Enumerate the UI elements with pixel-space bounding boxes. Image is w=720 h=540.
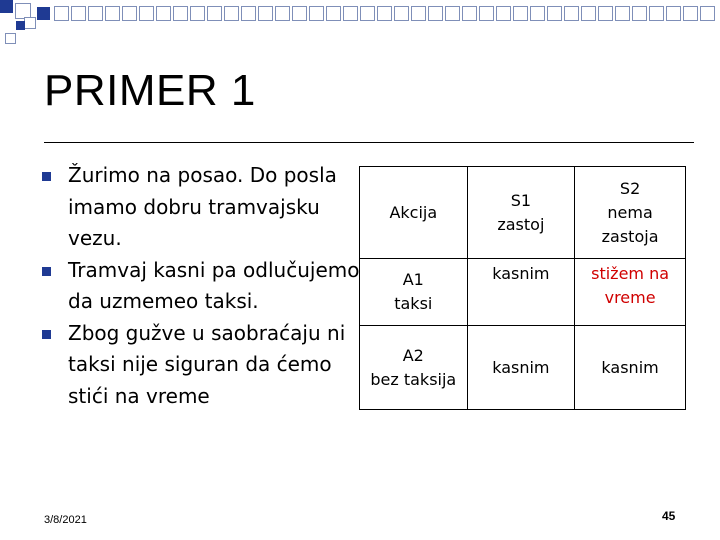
outcome-s2: kasnim [575, 326, 686, 410]
footer-date: 3/8/2021 [44, 514, 87, 526]
outcome-s1: kasnim [467, 259, 575, 326]
square-bullet-icon [42, 172, 51, 181]
decor-square [275, 6, 290, 21]
bullet-text: Žurimo na posao. Do posla imamo dobru tramvajsku vezu. [68, 163, 337, 250]
title-divider [44, 142, 694, 143]
decor-square-outline-2 [24, 17, 36, 29]
decor-square [394, 6, 409, 21]
decor-square [292, 6, 307, 21]
decor-square [173, 6, 188, 21]
decor-square [309, 6, 324, 21]
action-name: A2 [402, 345, 424, 365]
decor-square [513, 6, 528, 21]
decor-square [122, 6, 137, 21]
decor-square [71, 6, 86, 21]
decor-square [445, 6, 460, 21]
decor-square [683, 6, 698, 21]
decor-square-outline-3 [5, 33, 16, 44]
row-action [360, 259, 468, 326]
outcome-s2: stižem na vreme [575, 259, 686, 326]
decor-square [411, 6, 426, 21]
action-name: A1 [402, 270, 424, 289]
outcome-s1: kasnim [467, 326, 575, 410]
decor-square [190, 6, 205, 21]
action-desc: bez taksija [370, 369, 457, 389]
row-action [360, 326, 468, 410]
decor-square [632, 6, 647, 21]
square-bullet-icon [42, 267, 51, 276]
table-header-row [360, 167, 686, 259]
decor-square [547, 6, 562, 21]
header-s1-name: S1 [510, 190, 532, 210]
decor-square [258, 6, 273, 21]
decor-square [598, 6, 613, 21]
square-bullet-icon [42, 330, 51, 339]
decor-square [564, 6, 579, 21]
decor-square [343, 6, 358, 21]
decor-square [700, 6, 715, 21]
bullet-text: Tramvaj kasni pa odlučujemo da uzmemeo taksi. [68, 257, 360, 313]
decor-square [666, 6, 681, 21]
decor-square [54, 6, 69, 21]
decor-square [530, 6, 545, 21]
decor-square [496, 6, 511, 21]
decor-square [326, 6, 341, 21]
decor-square-solid-1 [0, 0, 13, 13]
decor-square [360, 6, 375, 21]
decor-square [207, 6, 222, 21]
decor-square [139, 6, 154, 21]
header-s1-desc: zastoj [497, 214, 545, 234]
action-desc: taksi [394, 294, 433, 313]
bullet-text: Zbog gužve u saobraćaju ni taksi nije siguran da ćemo stići na vreme [68, 320, 346, 408]
header-akcija: Akcija [360, 167, 468, 259]
header-s2-desc: nema zastoja [601, 202, 659, 246]
decor-square [241, 6, 256, 21]
bullet-list [42, 160, 362, 412]
header-s1 [467, 167, 575, 259]
bullet-item [42, 160, 362, 255]
decor-square [88, 6, 103, 21]
slide-title: PRIMER 1 [44, 66, 256, 115]
bullet-item [42, 255, 362, 318]
decor-square [462, 6, 477, 21]
bullet-item [42, 318, 362, 413]
header-s2 [575, 167, 686, 259]
table-row [360, 259, 686, 326]
decor-square [377, 6, 392, 21]
decor-square [649, 6, 664, 21]
decor-square-solid-2 [37, 7, 50, 20]
decor-square [105, 6, 120, 21]
decor-square [224, 6, 239, 21]
table-row [360, 326, 686, 410]
decor-square [581, 6, 596, 21]
decor-square [428, 6, 443, 21]
decor-square [479, 6, 494, 21]
decor-square [615, 6, 630, 21]
decor-square-solid-3 [16, 21, 25, 30]
page-number: 45 [662, 509, 676, 523]
decision-table [359, 166, 686, 410]
header-s2-name: S2 [619, 178, 641, 198]
decor-square [156, 6, 171, 21]
